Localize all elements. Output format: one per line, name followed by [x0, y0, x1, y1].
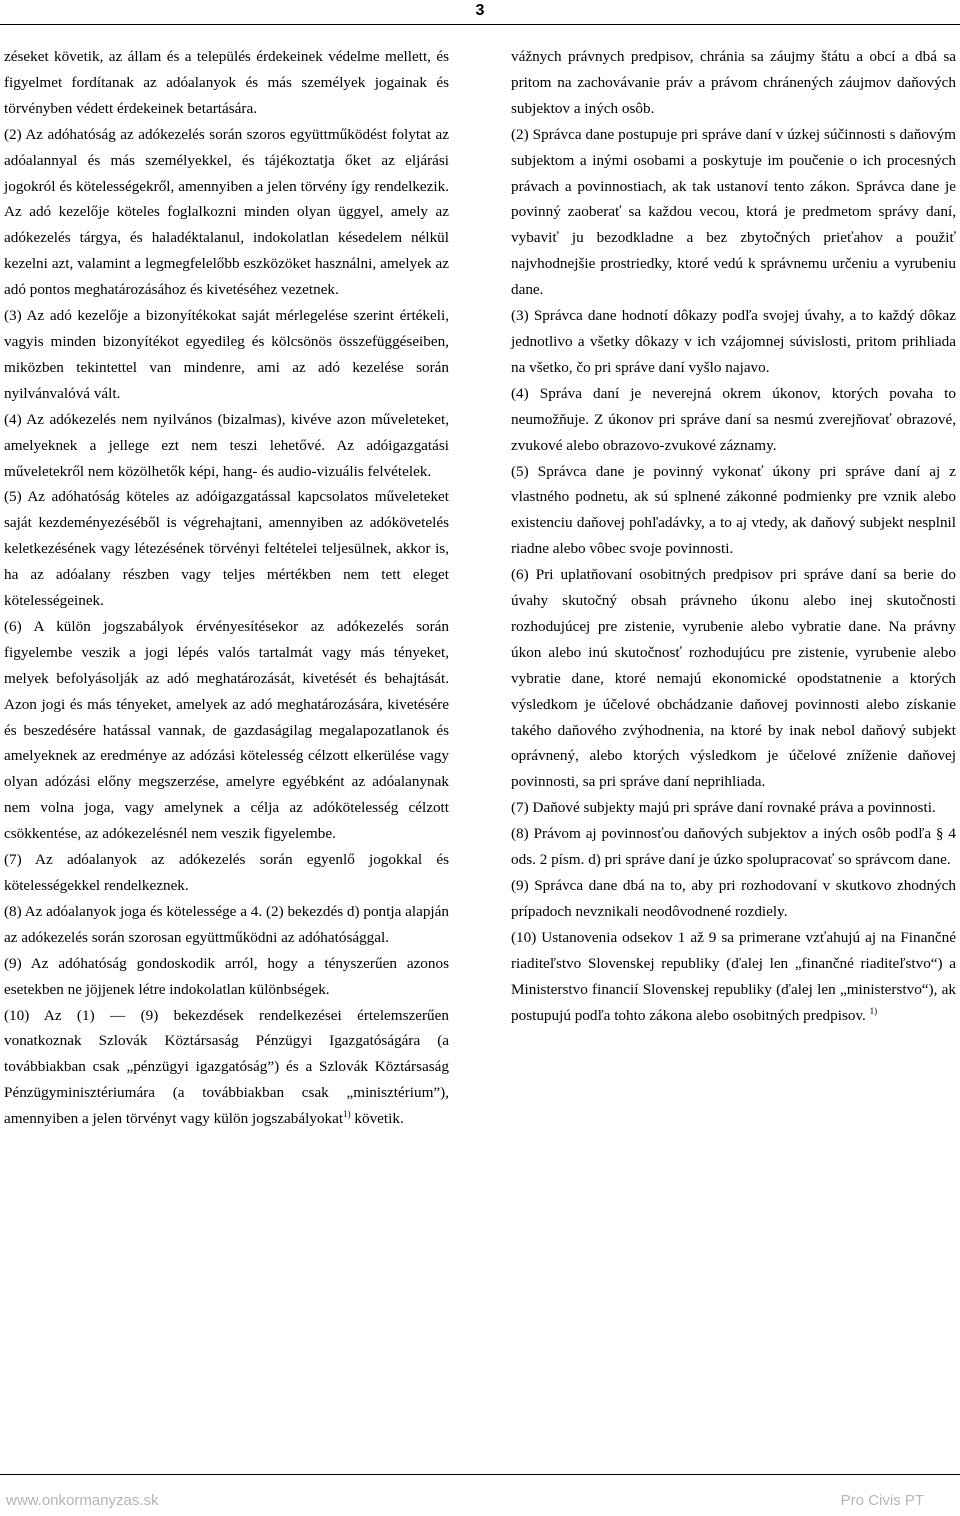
- paragraph-text: (10) Az (1) — (9) bekezdések rendelkezései értelemszerűen vonatkoznak Szlovák Köztársaság Pénzügyi Igazgatóságára (a továbbiakban csak „pénzügyi igazgatóság”) és a Szlovák Köztársaság Pénzügyminisztériumára (a továbbiakban csak „minisztérium”), amennyiben a jelen törvényt vagy külön jogszabályokat: [4, 1006, 449, 1128]
- footer-rule: [0, 1474, 960, 1475]
- paragraph: (2) Az adóhatóság az adókezelés során szoros együttműködést folytat az adóalannyal és más személyekkel, és tájékoztatja őket az eljárási jogokról és kötelességekről, amennyiben a jelen törvény így rendelkezik. Az adó kezelője köteles foglalkozni minden olyan üggyel, amely az adókezelés tárgya, és haladéktalanul, indokolatlan késedelem nélkül kezelni azt, valamint a legmegfelelőbb eszközöket használni, amelyek az adó pontos meghatározásához és kivetéséhez vezetnek.: [4, 125, 449, 299]
- paragraph: [511, 925, 956, 1029]
- page-number: 3: [475, 2, 485, 19]
- paragraph-text: (10) Ustanovenia odsekov 1 až 9 sa primerane vzťahujú aj na Finančné riaditeľstvo Slovenskej republiky (ďalej len „finančné riaditeľstvo“) a Ministerstvo financií Slovenskej republiky (ďalej len „ministerstvo“), ak postupujú podľa tohto zákona alebo osobitných predpisov.: [511, 928, 956, 1024]
- paragraph: (9) Správca dane dbá na to, aby pri rozhodovaní v skutkovo zhodných prípadoch nevznikali neodôvodnené rozdiely.: [511, 877, 956, 920]
- header-rule: [0, 24, 960, 25]
- footer-website: www.onkormanyzas.sk: [6, 1492, 159, 1509]
- paragraph: (7) Az adóalanyok az adókezelés során egyenlő jogokkal és kötelességekkel rendelkeznek.: [4, 851, 449, 894]
- paragraph: zéseket követik, az állam és a település érdekeinek védelme mellett, és figyelmet fordítanak az adóalanyok és más személyek jogainak és törvényben védett érdekeinek betartására.: [4, 48, 449, 117]
- paragraph: (8) Az adóalanyok joga és kötelessége a 4. (2) bekezdés d) pontja alapján az adókezelés során szorosan együttműködni az adóhatósággal.: [4, 902, 449, 946]
- paragraph: (4) Správa daní je neverejná okrem úkonov, ktorých povaha to neumožňuje. Z úkonov pri správe daní sa nesmú zverejňovať obrazové, zvukové alebo obrazovo-zvukové záznamy.: [511, 384, 956, 454]
- paragraph: (9) Az adóhatóság gondoskodik arról, hogy a tényszerűen azonos esetekben ne jöjjenek létre indokolatlan különbségek.: [4, 954, 449, 998]
- paragraph: (6) A külön jogszabályok érvényesítésekor az adókezelés során figyelembe veszik a jogi lépés valós tartalmát vagy más tényeket, melyek befolyásolják az adó meghatározását, kivetését és behajtását. Azon jogi és más tényeket, amelyek az adó meghatározására, kivetésére és beszedésére hatással vannak, de gazdaságilag megalapozatlanok és amelyeknek az eredménye az adózási kötelesség célzott elkerülése vagy olyan adózási előny megszerzése, amelyre egyébként az adóalanynak nem volna joga, vagy amelynek a célja az adókötelesség célzott csökkentése, az adókezelésnél nem veszik figyelembe.: [4, 617, 449, 843]
- paragraph: [4, 1003, 449, 1133]
- paragraph: (2) Správca dane postupuje pri správe daní v úzkej súčinnosti s daňovým subjektom a inými osobami a poskytuje im poučenie o ich procesných právach a povinnostiach, ak tak ustanoví tento zákon. Správca dane je povinný zaoberať sa každou vecou, ktorá je predmetom správy daní, vybaviť ju bezodkladne a bez zbytočných prieťahov a použiť najvhodnejšie prostriedky, ktoré vedú k správnemu určeniu a vyrubeniu dane.: [511, 125, 956, 299]
- paragraph: (3) Správca dane hodnotí dôkazy podľa svojej úvahy, a to každý dôkaz jednotlivo a všetky dôkazy v ich vzájomnej súvislosti, pritom prihliada na všetko, čo pri správe daní vyšlo najavo.: [511, 307, 956, 376]
- footnote-ref: 1): [343, 1109, 351, 1120]
- paragraph: (5) Správca dane je povinný vykonať úkony pri správe daní aj z vlastného podnetu, ak sú splnené zákonné podmienky pre vznik alebo existenciu daňovej pohľadávky, a to aj vtedy, ak daňový subjekt nesplnil riadne alebo vôbec svoje povinnosti.: [511, 462, 956, 558]
- slovak-text-column: [511, 44, 956, 1028]
- paragraph: vážnych právnych predpisov, chránia sa záujmy štátu a obcí a dbá sa pritom na zachovávanie práv a právom chránených záujmov daňových subjektov a iných osôb.: [511, 48, 956, 117]
- hungarian-text-column: [4, 44, 449, 1132]
- paragraph: (4) Az adókezelés nem nyilvános (bizalmas), kivéve azon műveleteket, amelyeknek a jellege ezt nem teszi lehetővé. Az adóigazgatási műveletekről nem közölhetők képi, hang- és audio-vizuális felvételek.: [4, 410, 449, 480]
- paragraph: (3) Az adó kezelője a bizonyítékokat saját mérlegelése szerint értékeli, vagyis minden bizonyítékot egyedileg és kölcsönös összefüggéseiben, miközben tekintettel van mindenre, ami az adó kezelése során nyilvánvalóvá vált.: [4, 307, 449, 402]
- paragraph: (7) Daňové subjekty majú pri správe daní rovnaké práva a povinnosti.: [511, 799, 936, 817]
- footnote-ref: 1): [869, 1005, 878, 1016]
- paragraph: (5) Az adóhatóság köteles az adóigazgatással kapcsolatos műveleteket saját kezdeményezéséből is végrehajtani, amennyiben az adókövetelés keletkezésének vagy létezésének törvényi feltételei teljesülnek, akkor is, ha az adóalany részben vagy teljes mértékben nem tett eleget kötelességeinek.: [4, 488, 449, 610]
- paragraph-text-end: követik.: [354, 1110, 404, 1128]
- paragraph: (6) Pri uplatňovaní osobitných predpisov pri správe daní sa berie do úvahy skutočný obsah právneho úkonu alebo inej skutočnosti rozhodujúcej pre zistenie, vyrubenie alebo vybratie dane. Na právny úkon alebo inú skutočnosť rozhodujúcu pre zistenie, vyrubenie alebo vybratie dane, ktoré nemajú ekonomické opodstatnenie a ktorých výsledkom je účelové obchádzanie daňovej povinnosti alebo získanie takého daňového zvýhodnenia, na ktoré by inak nebol daňový subjekt oprávnený, alebo ktorých výsledkom je účelové zníženie daňovej povinnosti, sa pri správe daní neprihliada.: [511, 566, 956, 791]
- paragraph: (8) Právom aj povinnosťou daňových subjektov a iných osôb podľa § 4 ods. 2 písm. d) pri správe daní je úzko spolupracovať so správcom dane.: [511, 825, 956, 869]
- footer-publisher: Pro Civis PT: [840, 1492, 924, 1509]
